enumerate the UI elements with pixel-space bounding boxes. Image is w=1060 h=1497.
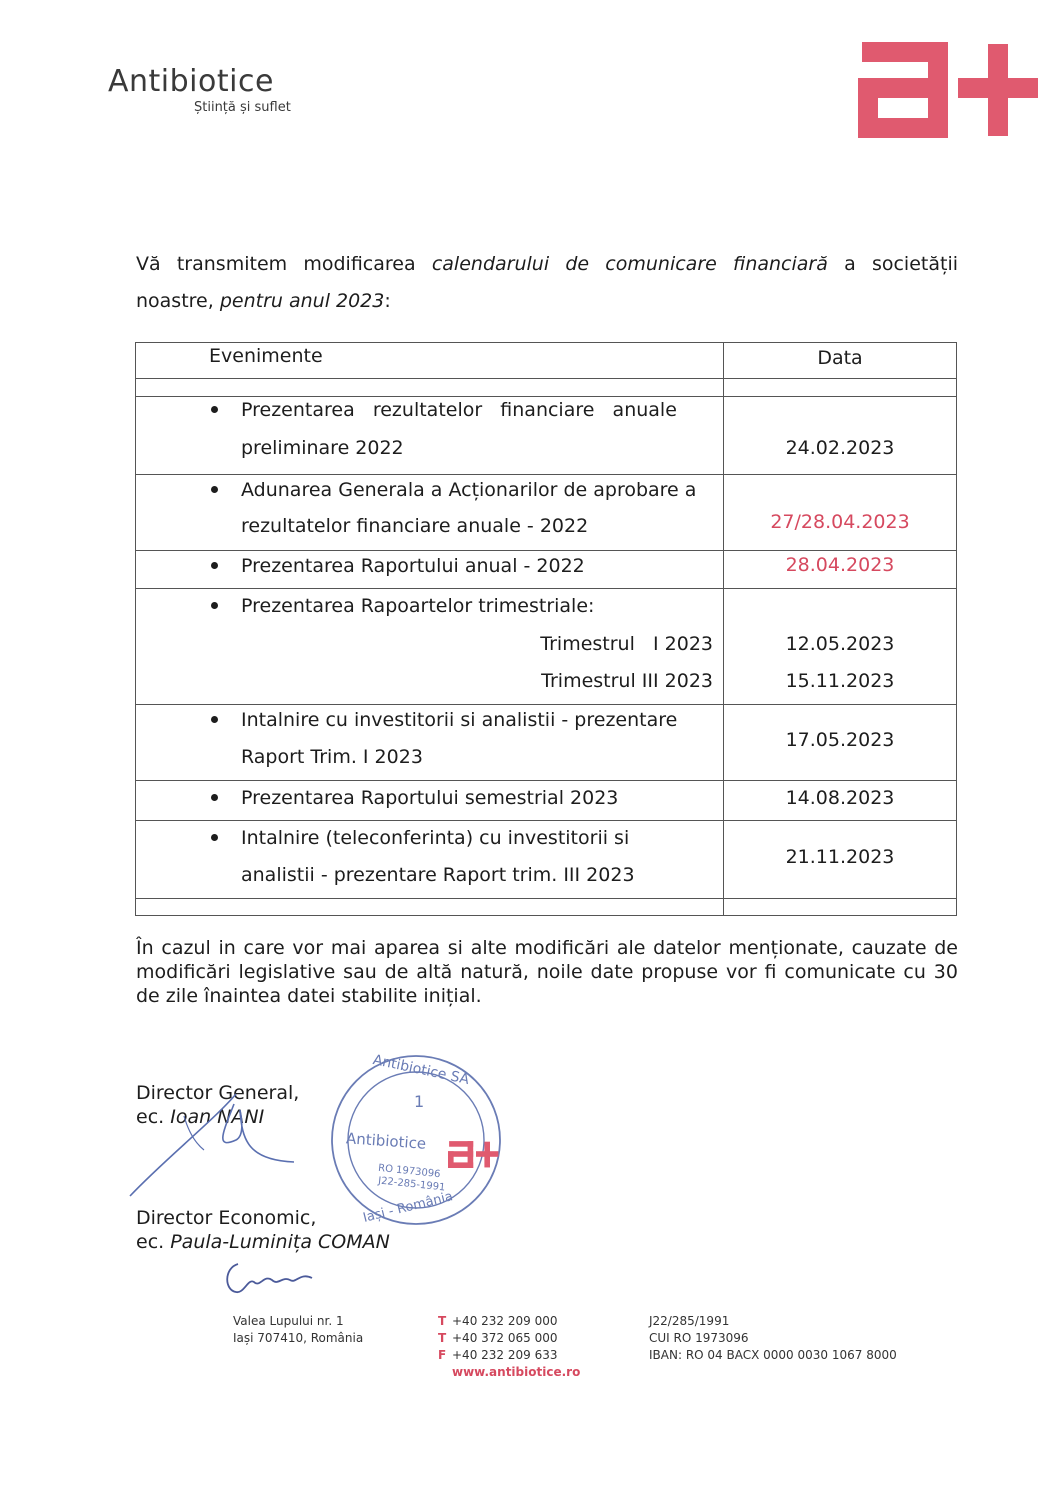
event-text: Prezentarea Raportului semestrial 2023 (241, 787, 619, 809)
event-text: Prezentarea Raportului anual - 2022 (241, 555, 585, 577)
event-text: Adunarea Generala a Acționarilor de aprobare a (241, 479, 697, 501)
event-text: analistii - prezentare Raport trim. III 2023 (241, 864, 635, 886)
footer-reg-no: J22/285/1991 (649, 1314, 730, 1328)
event-date: 12.05.2023 (785, 633, 895, 655)
event-date: 21.11.2023 (785, 846, 895, 868)
bullet-icon (211, 486, 218, 493)
economic-director-name-line (136, 1230, 390, 1254)
fax-value: +40 232 209 633 (452, 1348, 558, 1362)
event-text: Intalnire cu investitorii si analistii - prezentare (241, 709, 678, 731)
intro-text: : (384, 290, 391, 312)
modification-note: În cazul in care vor mai aparea si alte modificări ale datelor menționate, cauzate de modificări legislative sau de altă natură, noile date propuse vor fi comunicate cu 30 de zile înaintea datei stabilite inițial. (136, 937, 958, 1007)
stamp-number: 1 (414, 1092, 425, 1111)
footer-phone-2 (438, 1330, 580, 1347)
footer-fax (438, 1347, 580, 1364)
phone-label: T (438, 1331, 447, 1345)
footer-iban: IBAN: RO 04 BACX 0000 0030 1067 8000 (649, 1348, 897, 1362)
phone-label: T (438, 1314, 447, 1328)
intro-italic-calendar: calendarului de comunicare financiară (431, 253, 828, 275)
event-text: Raport Trim. I 2023 (241, 746, 423, 768)
bullet-icon (211, 716, 218, 723)
company-tagline: Știință și suflet (194, 100, 291, 115)
event-date: 14.08.2023 (785, 787, 895, 809)
event-date: 17.05.2023 (785, 729, 895, 751)
company-brand (108, 66, 291, 115)
event-date: 27/28.04.2023 (770, 511, 910, 533)
bullet-icon (211, 794, 218, 801)
footer-city: Iași 707410, România (233, 1331, 364, 1345)
fax-label: F (438, 1348, 447, 1362)
event-text: Prezentarea rezultatelor financiare anuale (241, 399, 677, 421)
financial-calendar-table (135, 342, 957, 916)
event-text: preliminare 2022 (241, 437, 404, 459)
bullet-icon (211, 406, 218, 413)
event-date: 15.11.2023 (785, 670, 895, 692)
stamp-top-text: Antibiotice SA (371, 1051, 471, 1089)
general-director-title: Director General, (136, 1082, 300, 1104)
website-link[interactable]: www.antibiotice.ro (452, 1365, 581, 1379)
stamp-bottom-text: Iași - România (361, 1189, 455, 1226)
economic-director-title: Director Economic, (136, 1207, 317, 1229)
economic-director-name: Paula-Luminița COMAN (170, 1231, 390, 1253)
intro-paragraph (136, 246, 958, 320)
column-header-events: Evenimente (209, 345, 323, 367)
bullet-icon (211, 602, 218, 609)
economic-director-prefix: ec. (136, 1231, 171, 1253)
general-director-prefix: ec. (136, 1106, 171, 1128)
bullet-icon (211, 562, 218, 569)
event-date: 28.04.2023 (785, 554, 895, 576)
general-director-name: Ioan NANI (170, 1106, 265, 1128)
phone-value: +40 232 209 000 (452, 1314, 558, 1328)
general-director-signature (124, 1090, 304, 1200)
quarter-label: Trimestrul I 2023 (540, 633, 713, 655)
intro-text: Vă transmitem modificarea (136, 253, 432, 275)
event-text: rezultatelor financiare anuale - 2022 (241, 515, 589, 537)
phone-value: +40 372 065 000 (452, 1331, 558, 1345)
intro-italic-year: pentru anul 2023 (219, 290, 385, 312)
economic-director-signature (220, 1258, 320, 1302)
event-text: Intalnire (teleconferinta) cu investitorii si (241, 827, 630, 849)
quarter-label: Trimestrul III 2023 (541, 670, 713, 692)
a-plus-logo-icon (858, 38, 1038, 142)
footer-cui: CUI RO 1973096 (649, 1331, 749, 1345)
stamp-center-text: Antibiotice (345, 1129, 427, 1153)
footer-registration (649, 1313, 897, 1364)
event-text: Prezentarea Rapoartelor trimestriale: (241, 595, 595, 617)
stamp-reg-code: RO 1973096 (377, 1162, 441, 1181)
stamp-reg-number: J22-285-1991 (377, 1175, 446, 1194)
intro-text: a societății noastre, (136, 253, 958, 312)
column-header-date: Data (817, 347, 863, 369)
company-name: Antibiotice (108, 64, 274, 99)
company-stamp (328, 1048, 504, 1228)
event-date: 24.02.2023 (785, 437, 895, 459)
footer-contacts (438, 1313, 580, 1381)
bullet-icon (211, 834, 218, 841)
footer-address (233, 1313, 363, 1347)
footer-street: Valea Lupului nr. 1 (233, 1314, 344, 1328)
footer-phone-1 (438, 1313, 580, 1330)
footer-website[interactable] (438, 1364, 580, 1381)
